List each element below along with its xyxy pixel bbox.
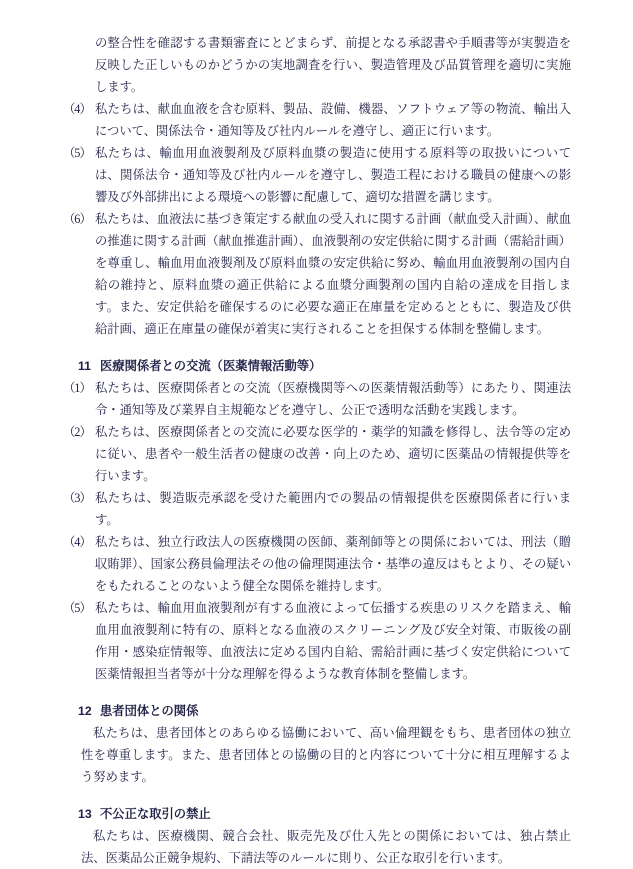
section-number: 12 xyxy=(78,704,92,718)
list-item xyxy=(63,597,571,685)
list-item xyxy=(63,142,571,208)
body-paragraph: 私たちは、医療機関、競合会社、販売先及び仕入先との関係においては、独占禁止法、医薬品公正競争規約、下請法等のルールに則り、公正な取引を行います。 xyxy=(81,829,571,865)
section-heading xyxy=(63,803,571,825)
section-heading xyxy=(63,355,571,377)
section-title: 不公正な取引の禁止 xyxy=(100,807,211,821)
section-title: 医療関係者との交流（医薬情報活動等） xyxy=(100,359,322,373)
list-item xyxy=(63,487,571,531)
continued-paragraph: の整合性を確認する書類審査にとどまらず、前提となる承認書や手順書等が実製造を反映した正しいものかどうかの実地調査を行い、製造管理及び品質管理を適切に実施します。 xyxy=(95,36,571,94)
body-paragraph: 私たちは、患者団体とのあらゆる協働において、高い倫理観をもち、患者団体の独立性を尊重します。また、患者団体との協働の目的と内容について十分に相互理解するよう努めます。 xyxy=(81,726,571,784)
list-item xyxy=(63,377,571,421)
item-text: 私たちは、輸血用血液製剤が有する血液によって伝播する疾患のリスクを踏まえ、輸血用血液製剤に特有の、原料となる血液のスクリーニング及び安全対策、市販後の副作用・感染症情報等、血液法に定める国内自給、需給計画に基づく安定供給について医薬情報担当者等が十分な理解を得るような教育体制を整備します。 xyxy=(95,601,571,681)
item-label: （5） xyxy=(63,601,91,615)
item-label: （1） xyxy=(63,381,91,395)
item-text: 私たちは、医療関係者との交流に必要な医学的・薬学的知識を修得し、法令等の定めに従い、患者や一般生活者の健康の改善・向上のため、適切に医薬品の情報提供等を行います。 xyxy=(95,425,571,483)
item-label: （3） xyxy=(63,491,91,505)
item-text: 私たちは、製造販売承認を受けた範囲内での製品の情報提供を医療関係者に行います。 xyxy=(95,491,571,527)
section-number: 13 xyxy=(78,807,92,821)
item-text: 私たちは、献血血液を含む原料、製品、設備、機器、ソフトウェア等の物流、輸出入について、関係法令・通知等及び社内ルールを遵守し、適正に行います。 xyxy=(95,102,571,138)
item-label: （2） xyxy=(63,425,91,439)
item-label: （4） xyxy=(63,102,91,116)
document-content xyxy=(63,32,571,869)
item-text: 私たちは、独立行政法人の医療機関の医師、薬剤師等との関係においては、刑法（贈収賄罪）、国家公務員倫理法その他の倫理関連法令・基準の違反はもとより、その疑いをもたれることのないよう健全な関係を維持します。 xyxy=(95,535,571,593)
item-label: （4） xyxy=(63,535,91,549)
item-text: 私たちは、血液法に基づき策定する献血の受入れに関する計画（献血受入計画）、献血の推進に関する計画（献血推進計画）、血液製剤の安定供給に関する計画（需給計画）を尊重し、輸血用血液製剤及び原料血漿の安定供給に努め、輸血用血液製剤の国内自給の維持と、原料血漿の適正供給による血漿分画製剤の国内自給の達成を目指します。また、安定供給を確保するのに必要な適正在庫量を定めるとともに、製造及び供給計画、適正在庫量の確保が着実に実行されることを担保する体制を整備します。 xyxy=(95,212,571,336)
list-item xyxy=(63,98,571,142)
list-item xyxy=(63,531,571,597)
section-heading xyxy=(63,700,571,722)
section-title: 患者団体との関係 xyxy=(100,704,199,718)
item-text: 私たちは、医療関係者との交流（医療機関等への医薬情報活動等）にあたり、関連法令・通知等及び業界自主規範などを遵守し、公正で透明な活動を実践します。 xyxy=(95,381,571,417)
list-item xyxy=(63,421,571,487)
list-item xyxy=(63,208,571,340)
item-label: （6） xyxy=(63,212,91,226)
section-number: 11 xyxy=(78,359,91,373)
item-label: （5） xyxy=(63,146,91,160)
item-text: 私たちは、輸血用血液製剤及び原料血漿の製造に使用する原料等の取扱いについては、関係法令・通知等及び社内ルールを遵守し、製造工程における職員の健康への影響及び外部排出による環境への影響に配慮して、適切な措置を講じます。 xyxy=(95,146,571,204)
